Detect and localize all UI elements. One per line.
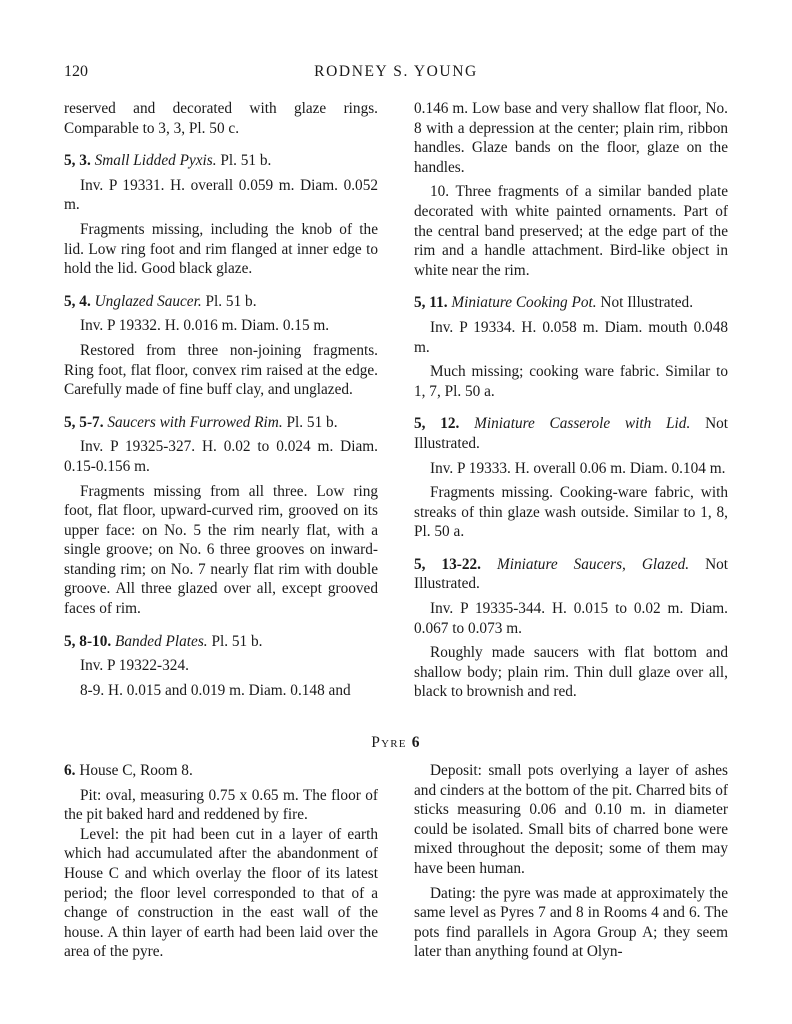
entry-label: 5, 4. [64,292,91,310]
pyre-heading-number: 6. [64,762,76,779]
entry-heading [64,292,378,312]
entry-plate: Not Illustrated. [600,294,694,312]
pyre-right-column [414,761,728,962]
right-column [414,99,728,702]
entry-heading [414,414,728,453]
entry-title: Miniature Cooking Pot. [451,294,597,312]
inventory-line: Inv. P 19333. H. overall 0.06 m. Diam. 0.104 m. [430,459,726,477]
description: Fragments missing. Cooking-ware fabric, with streaks of thin glaze wash outside. Similar to 1, 8, Pl. 50 a. [414,484,728,541]
entry-label: 5, 5-7. [64,413,104,431]
entry-heading [414,293,728,313]
description: Roughly made saucers with flat bottom and shallow body; plain rim. Thin dull glaze over all, black to brownish and red. [414,644,728,701]
inventory-line: Inv. P 19322-324. [80,657,189,675]
dating-paragraph: Dating: the pyre was made at approximately the same level as Pyres 7 and 8 in Rooms 4 and 6. The pots find parallels in Agora Group A; they seem later than anything found at Olyn- [414,884,728,961]
inventory-line: Inv. P 19332. H. 0.016 m. Diam. 0.15 m. [80,317,330,335]
entry-label: 5, 3. [64,152,91,170]
entry-plate: Pl. 51 b. [220,152,272,170]
entry-label: 5, 11. [414,294,448,312]
description: Fragments missing from all three. Low ring foot, flat floor, upward-curved rim, grooved on its upper face: on No. 5 the rim nearly flat, with a single groove; on No. 6 three grooves on inward-standing rim; on No. 7 nearly flat rim with double groove. All three glazed over all, except grooved faces of rim. [64,482,378,618]
entry-label: 5, 13-22. [414,555,481,573]
inventory-line: Inv. P 19335-344. H. 0.015 to 0.02 m. Diam. 0.067 to 0.073 m. [414,600,728,637]
intro-text: reserved and decorated with glaze rings. Comparable to 3, 3, Pl. 50 c. [64,100,378,137]
entry-plate: Pl. 51 b. [211,632,263,650]
entry-heading [64,632,378,652]
section-word: Pyre [371,734,407,751]
entry-title: Miniature Casserole with Lid. [474,415,691,433]
description: Fragments missing, including the knob of the lid. Low ring foot and rim flanged at inner edge to hold the lid. Good black glaze. [64,220,378,278]
pyre-heading [64,761,378,781]
description: 10. Three fragments of a similar banded plate decorated with white painted ornaments. Part of the central band preserved; at the edge part of the rim and a handle attachment. Bird-like object in white near the rim. [414,183,728,279]
inventory-line: Inv. P 19325-327. H. 0.02 to 0.024 m. Diam. 0.15-0.156 m. [64,438,378,475]
entry-title: Banded Plates. [115,632,208,650]
pyre-left-column [64,761,378,962]
entry-title: Saucers with Furrowed Rim. [107,413,283,431]
entry-label: 5, 12. [414,415,460,433]
inventory-line: Inv. P 19331. H. overall 0.059 m. Diam. 0.052 m. [64,176,378,214]
section-number: 6 [411,734,421,751]
entry-title: Miniature Saucers, Glazed. [497,555,690,573]
entry-plate: Pl. 51 b. [286,413,338,431]
entry-plate: Not Illustrated. [414,415,729,452]
continued-text: 0.146 m. Low base and very shallow flat floor, No. 8 with a depression at the center; plain rim, ribbon handles. Glaze bands on the floor, glaze on the handles. [414,100,728,176]
entry-heading [64,413,378,433]
entry-title: Small Lidded Pyxis. [94,152,217,170]
section-heading [0,734,792,752]
description: 8-9. H. 0.015 and 0.019 m. Diam. 0.148 and [80,681,351,699]
level-paragraph: Level: the pit had been cut in a layer of earth which had accumulated after the abandonment of House C and which overlay the floor of its latest period; the floor level corresponded to that of a change of construction in the east wall of the house. A thin layer of earth had been laid over the area of the pyre. [64,825,378,961]
pyre-heading-text: House C, Room 8. [79,762,193,779]
description: Much missing; cooking ware fabric. Similar to 1, 7, Pl. 50 a. [414,363,728,400]
pit-paragraph: Pit: oval, measuring 0.75 x 0.65 m. The floor of the pit baked hard and reddened by fire. [64,786,378,824]
left-column [64,99,378,700]
description: Restored from three non-joining fragments. Ring foot, flat floor, convex rim raised at the edge. Carefully made of fine buff clay, and unglazed. [64,341,378,399]
page-number: 120 [64,63,88,80]
entry-heading [414,555,728,594]
running-title: RODNEY S. YOUNG [314,63,478,80]
inventory-line: Inv. P 19334. H. 0.058 m. Diam. mouth 0.048 m. [414,318,728,356]
entry-plate: Pl. 51 b. [205,292,257,310]
entry-title: Unglazed Saucer. [94,292,202,310]
deposit-paragraph: Deposit: small pots overlying a layer of ashes and cinders at the bottom of the pit. Charred bits of sticks measuring 0.06 and 0.10 m. in diameter could be isolated. Small bits of charred bone were mixed throughout the deposit; some of them may have been human. [414,762,728,877]
entry-label: 5, 8-10. [64,632,112,650]
entry-plate: Not Illustrated. [414,555,729,593]
page-header [0,63,792,85]
entry-heading [64,151,378,171]
